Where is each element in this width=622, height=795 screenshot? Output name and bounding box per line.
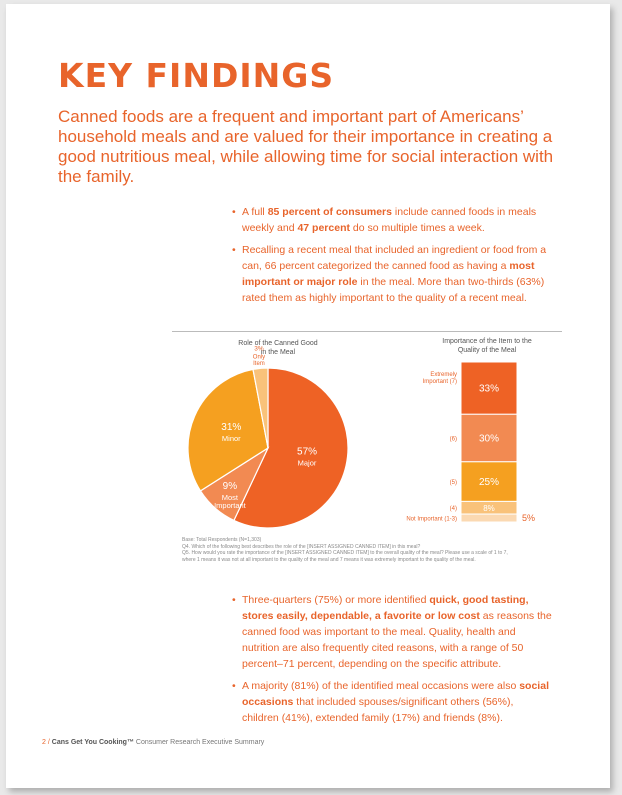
bullet-text: that included spouses/significant others (56%), children (41%), extended family (17%) and friends (8%). [242,696,514,724]
base-note-line: Q4. Which of the following best describes the role of the [INSERT ASSIGNED CANNED ITEM] in this meal? [182,543,421,550]
bullet-item [232,592,552,672]
stacked-bar-chart [406,362,535,523]
bar-value-label: 8% [483,504,495,514]
pie-chart-title-line1: Role of the Canned Good [238,340,318,347]
base-note-line: Q5. How would you rate the importance of the [INSERT ASSIGNED CANNED ITEM] to the overall quality of the meal? Please use a scale of 1 to 7, [182,550,508,556]
bar-category-label: (5) [449,480,457,487]
pie-label-name: Most [221,493,239,503]
footer-brand: Cans Get You Cooking™ [51,739,134,746]
bar-category-label: (4) [449,506,457,513]
footer-text: Consumer Research Executive Summary [135,739,265,746]
bullet-list-bottom [232,592,552,732]
pie-chart-title-line2: in the Meal [260,349,296,356]
bullet-text: include canned foods in meals weekly and [242,206,537,234]
pie-label-name: Item [253,360,265,367]
bar-category-label: Not Important (1-3) [406,516,457,523]
pie-label-name: Major [297,458,317,468]
base-note-line: Base: Total Respondents (N=1,303) [182,537,262,543]
bullet-text: in the meal. More than two-thirds (63%) rated them as highly important to the quality of a recent meal. [242,276,545,304]
bullet-text: A full [242,206,268,218]
bar-category-label: Extremely [430,372,457,379]
bullet-emphasis: 85 percent of consumers [267,206,392,218]
footer-separator: / [47,739,50,746]
intro-paragraph: Canned foods are a frequent and important part of Americans’ household meals and are valued for their importance in creating a good nutritious meal, while allowing time for social interaction with the family. [58,107,554,186]
bullet-emphasis: social occasions [242,680,549,708]
pie-label-value: 9% [222,481,238,493]
bar-value-label: 25% [478,477,500,489]
page-number: 2 [42,739,46,746]
pie-label-name: Important [214,501,246,511]
pie-label-name: Minor [221,434,241,444]
pie-label-name: Only [252,354,266,361]
bar-chart-title-line1: Importance of the Item to the [442,338,532,345]
bullet-text: do so multiple times a week. [349,222,485,234]
base-note-line: where 1 means it was not at all important to the quality of the meal and 7 means it was extremely important to the quality of the meal. [182,556,476,563]
bar-value-label: 33% [478,383,500,395]
bullet-item [232,678,552,726]
page-title: KEY FINDINGS [58,56,335,95]
bar-value-label: 5% [522,513,536,524]
pie-label-value: 3% [254,345,264,353]
bullet-emphasis: 47 percent [297,222,350,234]
bullet-text: Three-quarters (75%) or more identified [242,594,430,606]
bar-category-label: (6) [449,436,457,443]
bullet-emphasis: quick, good tasting, stores easily, dependable, a favorite or low cost [242,594,529,622]
bullet-text: as reasons the canned food was important to the meal. Quality, health and nutrition are also frequently cited reasons, with a range of 50 percent–71 percent, depending on the specific attribute. [242,610,552,670]
bar-value-label: 30% [478,433,500,445]
bar-chart-title-line2: Quality of the Meal [457,347,517,354]
page-footer [42,739,264,746]
bullet-emphasis: most important or major role [242,260,535,288]
bar-segment [461,514,517,522]
pie-label-value: 31% [221,422,242,434]
bullet-text: Recalling a recent meal that included an ingredient or food from a can, 66 percent categorized the canned food as having a [242,244,547,272]
pie-label-value: 57% [297,446,318,458]
bullet-text: A majority (81%) of the identified meal occasions were also [242,680,520,692]
bar-category-label: Important (7) [422,379,457,386]
pie-chart [188,345,348,528]
base-note [182,537,562,563]
